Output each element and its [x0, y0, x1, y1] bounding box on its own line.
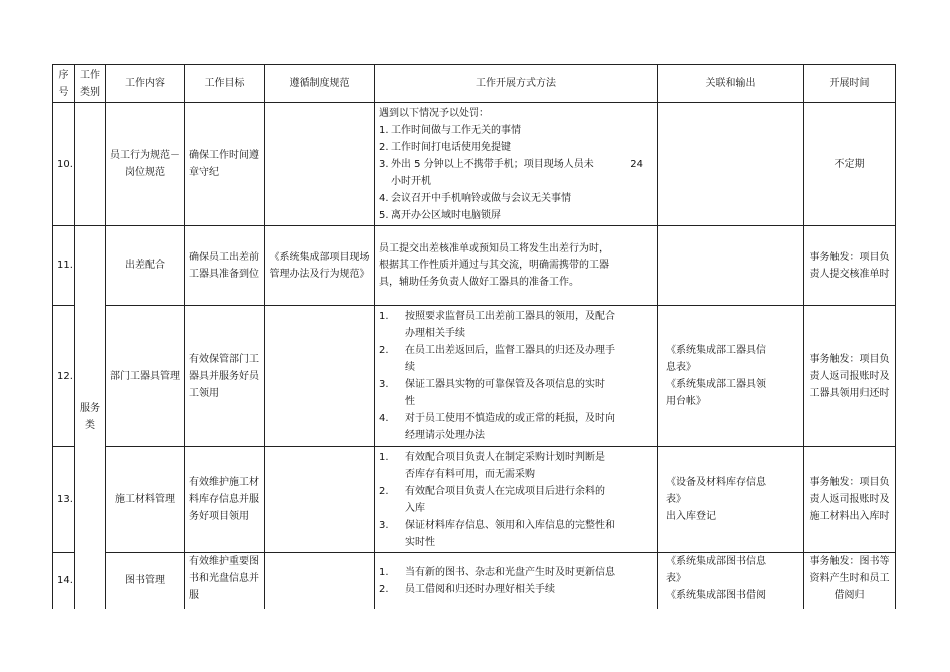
method-line: 具，辅助任务负责人做好工器具的准备工作。: [379, 277, 579, 288]
output-cell: [658, 226, 804, 306]
table-row: [53, 306, 896, 447]
table-row: [53, 226, 896, 306]
header-method: 工作开展方式方法: [375, 65, 658, 103]
list-item: 2. 有效配合项目负责人在完成项目后进行余料的: [379, 485, 605, 497]
rules-cell: 《系统集成部项目现场管理办法及行为规范》: [265, 226, 375, 306]
list-item: 1. 有效配合项目负责人在制定采购计划时判断是: [379, 451, 605, 463]
method-list: [379, 308, 653, 444]
list-item: 续: [405, 362, 415, 373]
rules-cell: [265, 306, 375, 447]
work-content: 出差配合: [106, 226, 185, 306]
work-content: 部门工器具管理: [106, 306, 185, 447]
output-cell: 《系统集成部工器具信 息表》 《系统集成部工器具领 用台帐》: [658, 306, 804, 447]
method-cell: [375, 103, 658, 226]
header-type: 工作类别: [75, 65, 106, 103]
list-item: 3. 保证材料库存信息、领用和入库信息的完整性和: [379, 519, 615, 531]
table-row: [53, 447, 896, 553]
list-item: 5. 离开办公区域时电脑锁屏: [379, 209, 501, 221]
list-item: 小时开机: [391, 175, 431, 187]
work-table: [52, 64, 896, 609]
work-content: 施工材料管理: [106, 447, 185, 553]
list-item: 2. 在员工出差返回后，监督工器具的归还及办理手: [379, 345, 615, 356]
method-list: [379, 449, 653, 551]
list-item: 1. 按照要求监督员工出差前工器具的领用，及配合: [379, 311, 615, 322]
header-goal: 工作目标: [185, 65, 265, 103]
header-time: 开展时间: [804, 65, 896, 103]
rules-cell: [265, 553, 375, 609]
work-content: 图书管理: [106, 553, 185, 609]
row-number: 11.: [53, 226, 75, 306]
work-goal: 有效维护施工材料库存信息并服务好项目领用: [185, 447, 265, 553]
list-item: 否库存有料可用，而无需采购: [405, 468, 535, 480]
header-rules: 遵循制度规范: [265, 65, 375, 103]
list-item: 2. 工作时间打电话使用免提键: [379, 141, 511, 153]
category-cell-empty: [75, 103, 106, 226]
list-item: 办理相关手续: [405, 328, 465, 339]
method-cell: [375, 306, 658, 447]
work-goal: 有效维护重要图书和光盘信息并服: [185, 553, 265, 609]
method-list: [379, 564, 653, 598]
list-item: 3. 外出 5 分钟以上不携带手机；项目现场人员未 24: [379, 156, 653, 173]
output-cell: [658, 103, 804, 226]
method-intro: 遇到以下情况予以处罚：: [379, 107, 489, 119]
list-item: 1. 工作时间做与工作无关的事情: [379, 124, 521, 136]
work-time: 不定期: [804, 103, 896, 226]
row-number: 13.: [53, 447, 75, 553]
list-item: 4. 对于员工使用不慎造成的或正常的耗损，及时向: [379, 413, 615, 424]
method-line: 根据其工作性质并通过与其交流，明确需携带的工器: [379, 260, 609, 271]
list-item: 经理请示处理办法: [405, 430, 485, 441]
output-cell: 《设备及材料库存信息 表》 出入库登记: [658, 447, 804, 553]
list-item: 1. 当有新的图书、杂志和光盘产生时及时更新信息: [379, 566, 615, 578]
list-item: 性: [405, 396, 415, 407]
work-content: 员工行为规范－岗位规范: [106, 103, 185, 226]
header-seq: 序号: [53, 65, 75, 103]
side-number: 24: [630, 158, 643, 170]
method-cell: [375, 447, 658, 553]
list-item: 4. 会议召开中手机响铃或做与会议无关事情: [379, 192, 571, 204]
work-time: 事务触发：项目负责人返司报账时及施工材料出入库时: [804, 447, 896, 553]
list-item: 入库: [405, 502, 425, 514]
table-row: [53, 103, 896, 226]
work-goal: 有效保管部门工器具并服务好员工领用: [185, 306, 265, 447]
list-item: 实时性: [405, 536, 435, 548]
work-goal: 确保工作时间遵章守纪: [185, 103, 265, 226]
work-time: 事务触发：图书等资料产生时和员工借阅归: [804, 553, 896, 609]
list-item: 3. 保证工器具实物的可靠保管及各项信息的实时: [379, 379, 605, 390]
rules-cell: [265, 447, 375, 553]
row-number: 12.: [53, 306, 75, 447]
method-cell: [375, 553, 658, 609]
header-row: [53, 65, 896, 103]
work-time: 事务触发：项目负责人返司报账时及工器具领用归还时: [804, 306, 896, 447]
list-item: 2. 员工借阅和归还时办理好相关手续: [379, 583, 555, 595]
method-cell: [375, 226, 658, 306]
rules-cell: [265, 103, 375, 226]
method-line: 员工提交出差核准单或预知员工将发生出差行为时，: [379, 243, 609, 254]
method-list: [379, 122, 653, 224]
category-service: 服务类: [75, 226, 106, 609]
row-number: 10.: [53, 103, 75, 226]
row-number: 14.: [53, 553, 75, 609]
header-content: 工作内容: [106, 65, 185, 103]
header-output: 关联和输出: [658, 65, 804, 103]
table-row: [53, 553, 896, 609]
work-goal: 确保员工出差前工器具准备到位: [185, 226, 265, 306]
work-time: 事务触发：项目负责人提交核准单时: [804, 226, 896, 306]
output-cell: 《系统集成部图书信息 表》 《系统集成部图书借阅: [658, 553, 804, 609]
